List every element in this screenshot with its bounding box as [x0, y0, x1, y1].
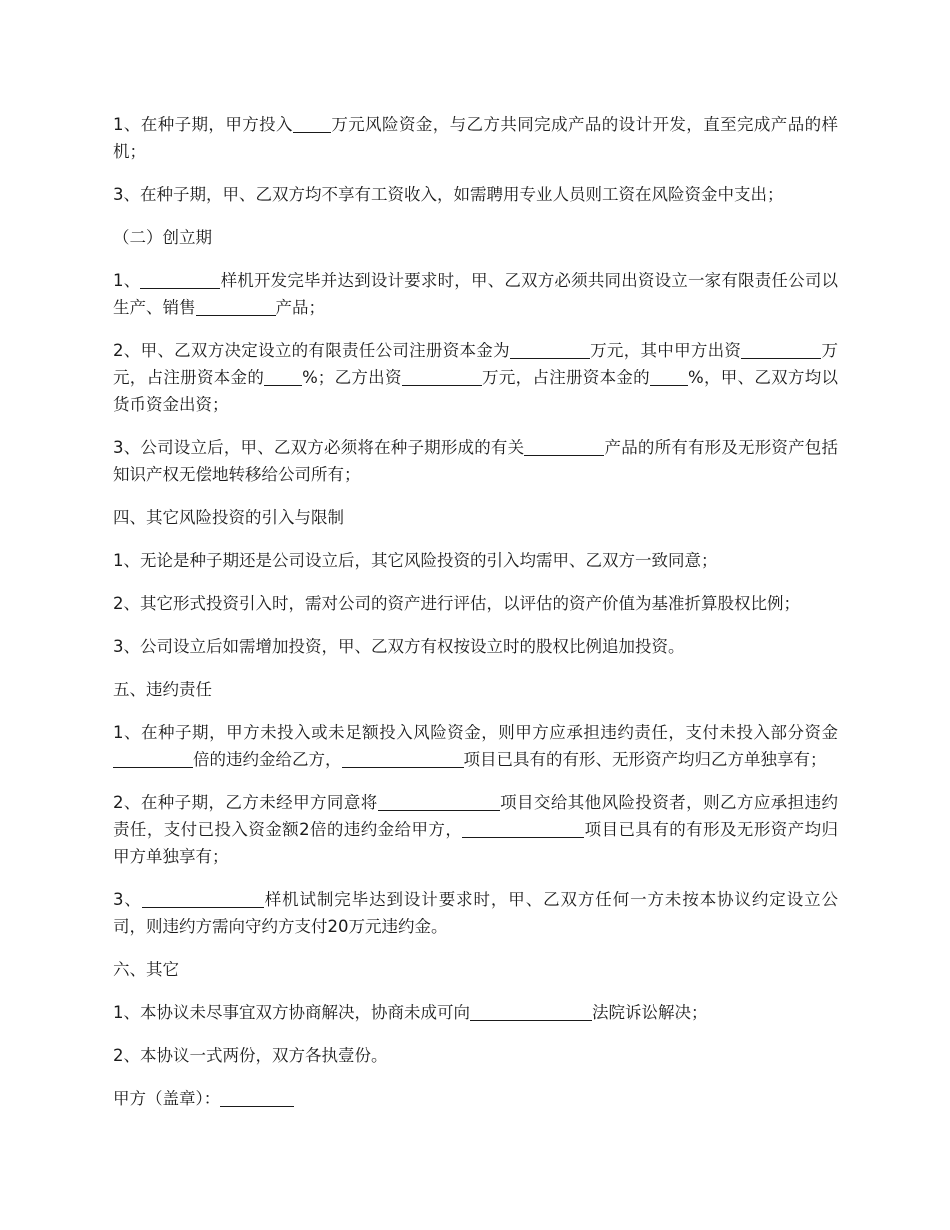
blank-field [342, 747, 464, 768]
blank-field [741, 338, 821, 359]
text-segment: 2、在种子期，乙方未经甲方同意将 [113, 793, 378, 812]
blank-field [196, 295, 276, 316]
blank-field [142, 887, 264, 908]
text-segment: 万元风险资金，与乙方共同完成产品的设计开发，直至完成产品的样机； [113, 115, 839, 161]
text-segment: 产品； [275, 298, 325, 317]
text-segment: %；乙方出资 [302, 368, 402, 387]
text-segment: 万元，占注册资本金的 [481, 368, 650, 387]
text-segment: 3、 [113, 890, 142, 909]
seed-clause-1 [113, 111, 838, 165]
text-segment: 样机试制完毕达到设计要求时，甲、乙双方任何一方未按本协议约定设立公司，则违约方需向守约方支付20万元违约金。 [113, 890, 839, 936]
text-segment: 项目已具有的有形、无形资产均归乙方单独享有； [463, 750, 827, 769]
blank-field [462, 817, 584, 838]
text-segment: %，甲、乙双方均以货币资金出资； [113, 368, 838, 414]
signature-blank [220, 1086, 294, 1107]
founding-clause-2 [113, 337, 838, 418]
founding-clause-3 [113, 434, 838, 488]
blank-field [510, 338, 590, 359]
text-segment: 1、本协议未尽事宜双方协商解决，协商未成可向 [113, 1003, 470, 1022]
investment-clause-2: 2、其它形式投资引入时，需对公司的资产进行评估，以评估的资产价值为基准折算股权比例； [113, 594, 800, 613]
text-segment: 样机开发完毕并达到设计要求时，甲、乙双方必须共同出资设立一家有限责任公司以生产、销售 [113, 271, 839, 317]
signature-label: 甲方（盖章）： [113, 1089, 221, 1108]
text-segment: 1、 [113, 271, 141, 290]
blank-field [378, 790, 500, 811]
other-clause-2: 2、本协议一式两份，双方各执壹份。 [113, 1046, 388, 1065]
blank-field [524, 435, 604, 456]
text-segment: 3、公司设立后，甲、乙双方必须将在种子期形成的有关 [113, 438, 525, 457]
blank-field [264, 365, 302, 386]
agreement-document [113, 111, 838, 1128]
blank-field [402, 365, 482, 386]
founding-clause-1 [113, 267, 838, 321]
text-segment: 1、在种子期，甲方投入 [113, 115, 293, 134]
text-segment: 万元，其中甲方出资 [589, 341, 742, 360]
section-heading-6: 六、其它 [113, 960, 179, 979]
blank-field [113, 747, 193, 768]
text-segment: 万元，占注册资本金的 [113, 341, 839, 387]
investment-clause-1: 1、无论是种子期还是公司设立后，其它风险投资的引入均需甲、乙双方一致同意； [113, 551, 718, 570]
seed-clause-3: 3、在种子期，甲、乙双方均不享有工资收入，如需聘用专业人员则工资在风险资金中支出； [113, 185, 784, 204]
blank-field [293, 112, 331, 133]
other-clause-1 [113, 999, 838, 1026]
section-heading-4: 四、其它风险投资的引入与限制 [113, 508, 344, 527]
text-segment: 法院诉讼解决； [592, 1003, 708, 1022]
blank-field [140, 268, 220, 289]
text-segment: 倍的违约金给乙方， [193, 750, 342, 769]
text-segment: 产品的所有有形及无形资产包括知识产权无偿地转移给公司所有； [113, 438, 839, 484]
breach-clause-3 [113, 886, 838, 940]
blank-field [470, 1000, 592, 1021]
breach-clause-2 [113, 789, 838, 870]
text-segment: 项目已具有的有形及无形资产均归甲方单独享有； [113, 820, 839, 866]
section-heading-5: 五、违约责任 [113, 680, 212, 699]
text-segment: 1、在种子期，甲方未投入或未足额投入风险资金，则甲方应承担违约责任，支付未投入部分资金 [113, 723, 838, 742]
text-segment: 项目交给其他风险投资者，则乙方应承担违约责任，支付已投入资金额2倍的违约金给甲方， [113, 793, 839, 839]
section-heading-founding: （二）创立期 [113, 228, 212, 247]
signature-line-party-a [113, 1085, 838, 1112]
text-segment: 2、甲、乙双方决定设立的有限责任公司注册资本金为 [113, 341, 510, 360]
investment-clause-3: 3、公司设立后如需增加投资，甲、乙双方有权按设立时的股权比例追加投资。 [113, 637, 685, 656]
breach-clause-1 [113, 719, 838, 773]
blank-field [650, 365, 688, 386]
